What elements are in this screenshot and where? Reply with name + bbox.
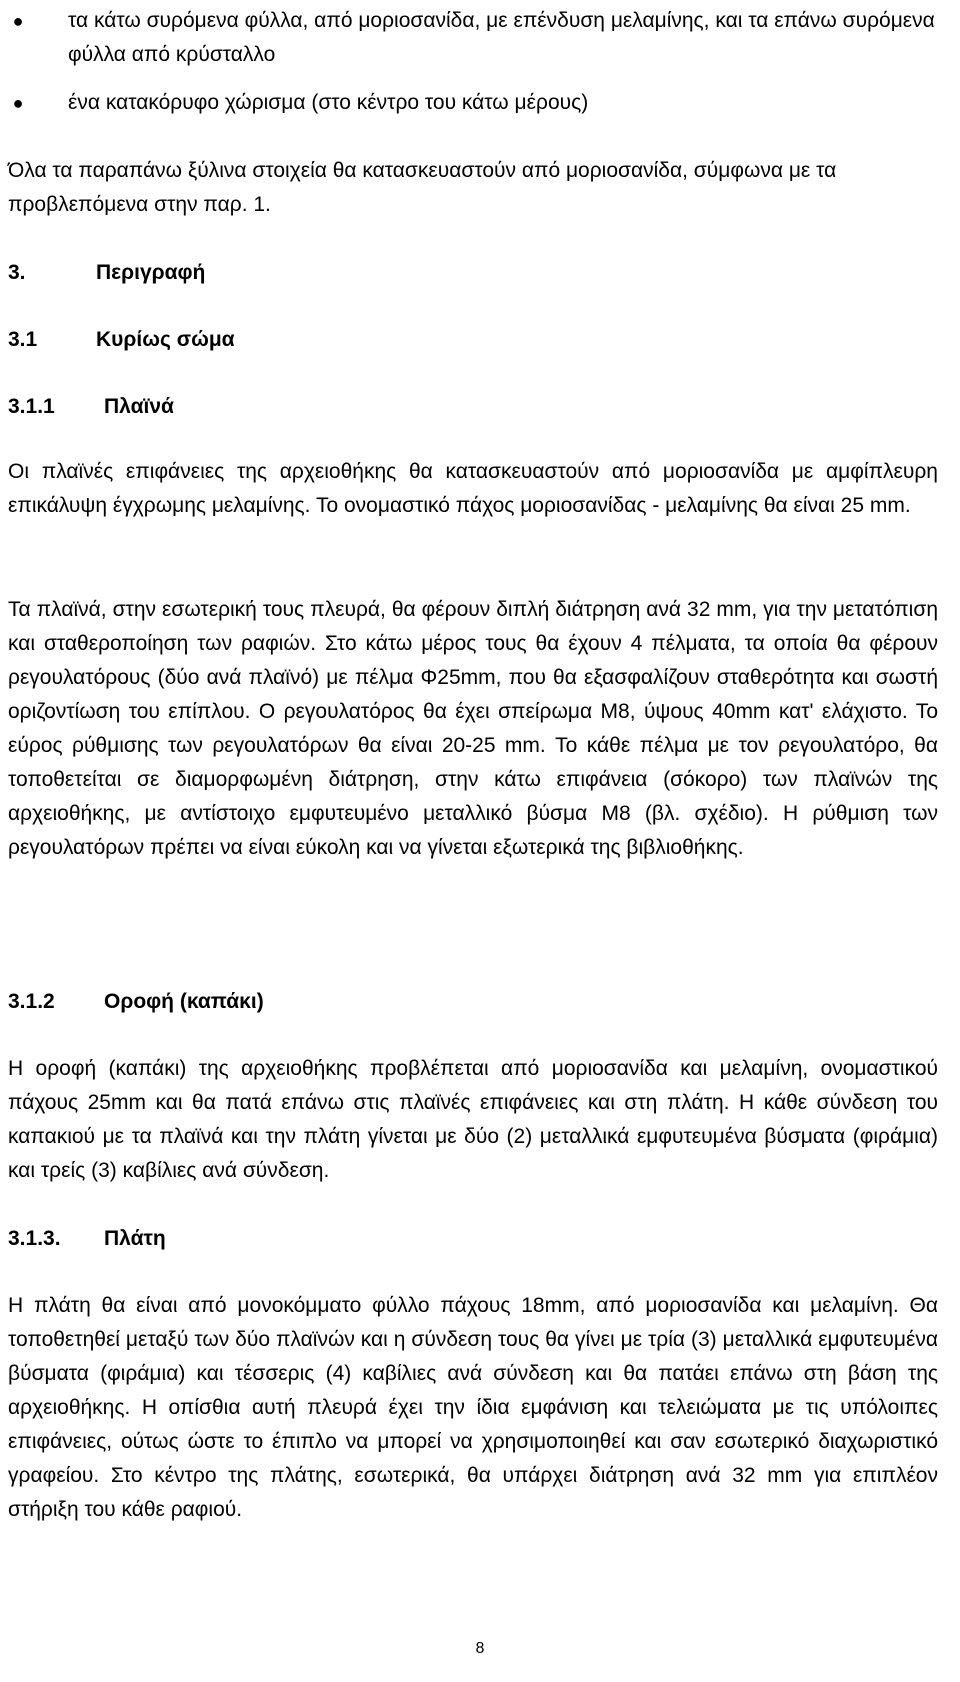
list-item-text: ένα κατακόρυφο χώρισμα (στο κέντρο του κάτω μέρους) [68,91,589,114]
bullet-icon: ● [12,11,24,31]
page-number: 8 [475,1640,485,1657]
paragraph: Η οροφή (καπάκι) της αρχειοθήκης προβλέπεται από μοριοσανίδα και μελαμίνη, ονομαστικού πάχους 25mm και θα πατά επάνω στις πλαϊνές επιφάνειες και στη πλάτη. Η κάθε σύνδεση του καπακιού με τα πλαϊνά και την πλάτη γίνεται με δύο (2) μεταλλικά εμφυτευμένα βύσματα (φιράμια) και τρείς (3) καβίλιες ανά σύνδεση. [8,1057,938,1182]
paragraph: Οι πλαϊνές επιφάνειες της αρχειοθήκης θα κατασκευαστούν από μοριοσανίδα με αμφίπλευρη επικάλυψη έγχρωμης μελαμίνης. Το ονομαστικό πάχος μοριοσανίδας - μελαμίνης θα είναι 25 mm. [8,460,938,517]
section-title: Κυρίως σώμα [96,328,235,351]
section-heading-3-1-2 [8,985,264,1019]
section-title: Περιγραφή [96,261,206,284]
section-number: 3.1.2 [8,990,55,1013]
intro-paragraph: Όλα τα παραπάνω ξύλινα στοιχεία θα κατασκευαστούν από μοριοσανίδα, σύμφωνα με τα προβλεπόμενα στην παρ. 1. [8,159,837,216]
section-heading-3-1-1 [8,390,174,424]
section-heading-3-1-3 [8,1222,166,1256]
section-heading-3-1 [8,323,235,357]
section-number: 3.1 [8,328,38,351]
section-heading-3 [8,256,206,290]
list-item-text: τα κάτω συρόμενα φύλλα, από μοριοσανίδα, με επένδυση μελαμίνης, και τα επάνω συρόμενα φύλλα από κρύσταλλο [68,9,935,66]
paragraph: Η πλάτη θα είναι από μονοκόμματο φύλλο πάχους 18mm, από μοριοσανίδα και μελαμίνη. Θα τοποθετηθεί μεταξύ των δύο πλαϊνών και η σύνδεση τους θα γίνει με τρία (3) μεταλλικά εμφυτευμένα βύσματα (φιράμια) και τέσσερις (4) καβίλιες ανά σύνδεση και θα πατάει επάνω στη βάση της αρχειοθήκης. Η οπίσθια αυτή πλευρά έχει την ίδια εμφάνιση και τελειώματα με τις υπόλοιπες επιφάνειες, ούτως ώστε το έπιπλο να μπορεί να χρησιμοποιηθεί και σαν εσωτερικό διαχωριστικό γραφείου. Στο κέντρο της πλάτης, εσωτερικά, θα υπάρχει διάτρηση ανά 32 mm για επιπλέον στήριξη του κάθε ραφιού. [8,1294,938,1521]
section-title: Πλάτη [104,1227,166,1250]
section-number: 3. [8,261,26,284]
bullet-icon: ● [12,93,24,113]
section-title: Πλαϊνά [104,395,174,418]
section-number: 3.1.1 [8,395,55,418]
list-item [8,86,938,120]
section-number: 3.1.3. [8,1227,61,1250]
paragraph: Τα πλαϊνά, στην εσωτερική τους πλευρά, θα φέρουν διπλή διάτρηση ανά 32 mm, για την μετατόπιση και σταθεροποίηση των ραφιών. Στο κάτω μέρος τους θα έχουν 4 πέλματα, τα οποία θα φέρουν ρεγουλατόρους (δύο ανά πλαϊνό) με πέλμα Φ25mm, που θα εξασφαλίζουν σταθερότητα και σωστή οριζοντίωση του επίπλου. Ο ρεγουλατόρος θα έχει σπείρωμα Μ8, ύψους 40mm κατ' ελάχιστο. Το εύρος ρύθμισης των ρεγουλατόρων θα είναι 20-25 mm. Το κάθε πέλμα με τον ρεγουλατόρο, θα τοποθετείται σε διαμορφωμένη διάτρηση, στην κάτω επιφάνεια (σόκορο) των πλαϊνών της αρχειοθήκης, με αντίστοιχο εμφυτευμένο μεταλλικό βύσμα Μ8 (βλ. σχέδιο). Η ρύθμιση των ρεγουλατόρων πρέπει να είναι εύκολη και να γίνεται εξωτερικά της βιβλιοθήκης. [8,598,938,859]
list-item [8,4,938,72]
section-title: Οροφή (καπάκι) [104,990,264,1013]
